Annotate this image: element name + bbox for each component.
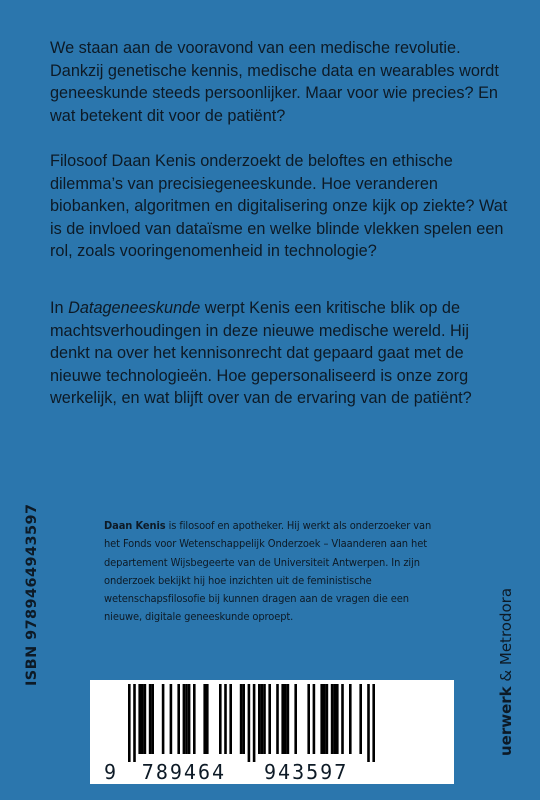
barcode-bar bbox=[263, 684, 266, 754]
publisher-name-1: uerwerk bbox=[497, 686, 515, 756]
barcode-bar bbox=[284, 684, 287, 754]
barcode-bar bbox=[323, 684, 326, 754]
barcode-bar bbox=[320, 684, 323, 754]
barcode-bar bbox=[341, 684, 344, 754]
barcode-bar bbox=[307, 684, 310, 754]
barcode-bar bbox=[149, 684, 152, 754]
barcode-bar bbox=[141, 684, 144, 754]
barcode-bar bbox=[229, 684, 232, 754]
barcode-bar bbox=[206, 684, 209, 754]
barcode-bar bbox=[248, 684, 251, 762]
barcode-digit-group: 9 bbox=[104, 760, 119, 784]
blurb-paragraph-2: Filosoof Daan Kenis onderzoekt de beloftes en ethische dilemma’s van precisiegeneeskunde. Hoe veranderen biobanken, algoritmen en digitalisering onze kijk op ziekte? Wat is de invloed van dataïsme en welke blinde vlekken spelen een rol, zoals vooringenomenheid in technologie? bbox=[50, 152, 508, 260]
barcode-bar bbox=[276, 684, 279, 754]
barcode-bar bbox=[162, 684, 165, 754]
barcode-bar bbox=[367, 684, 370, 762]
author-bio bbox=[104, 517, 444, 627]
barcode-bar bbox=[333, 684, 336, 754]
barcode bbox=[90, 680, 454, 784]
barcode-bar bbox=[128, 684, 131, 762]
barcode-bars bbox=[90, 680, 454, 762]
barcode-bar bbox=[138, 684, 141, 754]
barcode-bar bbox=[193, 684, 196, 754]
barcode-bar bbox=[294, 684, 297, 754]
barcode-bar bbox=[240, 684, 243, 754]
barcode-bar bbox=[336, 684, 339, 754]
barcode-bar bbox=[349, 684, 352, 754]
blurb-p3-rest: werpt Kenis een kritische blik op de machtsverhoudingen in deze nieuwe medische wereld. Hij denkt na over het kennisonrecht dat gepaard gaat met de nieuwe technologieën. Hoe gepersonaliseerd is onze zorg werkelijk, en wat blijft over van de ervaring van de patiënt? bbox=[50, 299, 472, 407]
barcode-bar bbox=[261, 684, 264, 754]
author-bio-text: is filosoof en apotheker. Hij werkt als onderzoeker van het Fonds voor Wetenschappelijk Onderzoek – Vlaanderen aan het departement Wijsbegeerte van de Universiteit Antwerpen. In zijn onderzoek bekijkt hij hoe inzichten uit de feministische wetenschapsfilosofie bij kunnen dragen aan de vragen die een nieuwe, digitale geneeskunde oproept. bbox=[104, 519, 432, 624]
barcode-bar bbox=[281, 684, 284, 754]
blurb-paragraph-3 bbox=[50, 297, 512, 410]
barcode-bar bbox=[170, 684, 173, 754]
barcode-bar bbox=[313, 684, 316, 754]
blurb-paragraph-1: We staan aan de vooravond van een medische revolutie. Dankzij genetische kennis, medische data en wearables wordt geneeskunde steeds persoonlijker. Maar voor wie precies? En wat betekent dit voor de patiënt? bbox=[50, 39, 499, 125]
barcode-bar bbox=[183, 684, 186, 754]
barcode-bar bbox=[326, 684, 329, 754]
barcode-bar bbox=[185, 684, 188, 754]
barcode-digit-group: 943597 bbox=[264, 760, 349, 784]
barcode-bar bbox=[253, 684, 256, 762]
barcode-bar bbox=[177, 684, 180, 754]
barcode-bar bbox=[144, 684, 147, 754]
blurb-p3-prefix: In bbox=[50, 299, 69, 317]
barcode-bar bbox=[359, 684, 362, 754]
barcode-bar bbox=[219, 684, 222, 754]
barcode-bar bbox=[188, 684, 191, 754]
barcode-bar bbox=[258, 684, 261, 754]
barcode-digit-group: 789464 bbox=[141, 760, 227, 784]
publisher-name-2: Metrodora bbox=[497, 587, 515, 666]
author-name: Daan Kenis bbox=[104, 519, 166, 532]
isbn-label: ISBN 9789464943597 bbox=[24, 503, 40, 686]
barcode-bar bbox=[133, 684, 136, 762]
barcode-bar bbox=[331, 684, 334, 754]
publisher-logo bbox=[497, 588, 515, 756]
book-title: Datageneeskunde bbox=[68, 299, 201, 317]
barcode-bar bbox=[203, 684, 206, 754]
barcode-bar bbox=[372, 684, 375, 762]
barcode-bar bbox=[224, 684, 227, 754]
barcode-bar bbox=[151, 684, 154, 754]
barcode-bar bbox=[268, 684, 271, 754]
publisher-separator: & bbox=[497, 665, 515, 687]
barcode-bar bbox=[242, 684, 245, 754]
barcode-bar bbox=[287, 684, 290, 754]
